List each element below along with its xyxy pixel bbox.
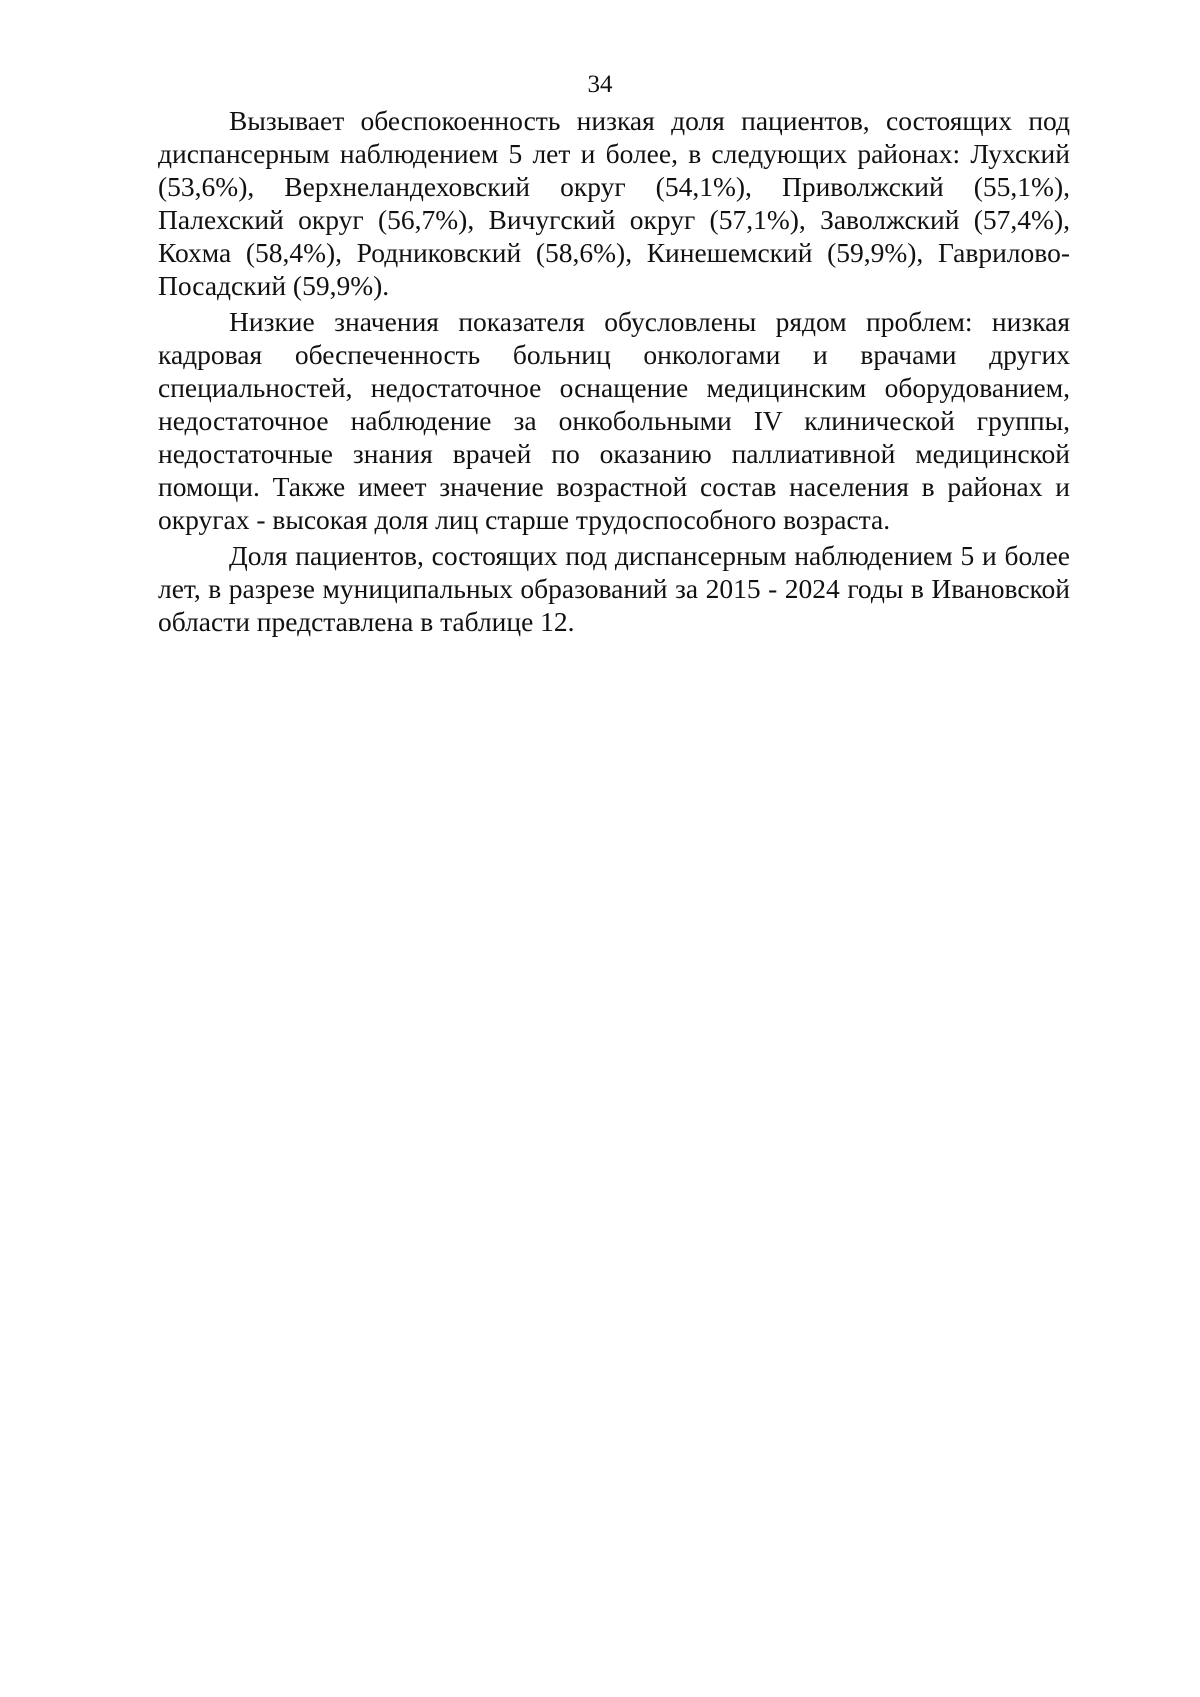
- page-number: 34: [587, 71, 613, 98]
- paragraph-low-share-districts: Вызывает обеспокоенность низкая доля пациентов, состоящих под диспансерным наблюдением 5 лет и более, в следующих районах: Лухский (53,6%), Верхнеландеховский округ (54,1%), Приволжский (55,1%), Палехский округ (56,7%), Вичугский округ (57,1%), Заволжский (57,4%), Кохма (58,4%), Родниковский (58,6%), Кинешемский (59,9%), Гаврилово-Посадский (59,9%).: [158, 105, 1070, 301]
- paragraph-problem-causes: Низкие значения показателя обусловлены рядом проблем: низкая кадровая обеспеченность больниц онкологами и врачами других специальностей, недостаточное оснащение медицинским оборудованием, недостаточное наблюдение за онкобольными IV клинической группы, недостаточные знания врачей по оказанию паллиативной медицинской помощи. Также имеет значение возрастной состав населения в районах и округах - высокая доля лиц старше трудоспособного возраста.: [158, 306, 1070, 535]
- paragraph-table-reference: Доля пациентов, состоящих под диспансерным наблюдением 5 и более лет, в разрезе муниципальных образований за 2015 - 2024 годы в Ивановской области представлена в таблице 12.: [158, 540, 1070, 637]
- body-text: [158, 104, 1070, 641]
